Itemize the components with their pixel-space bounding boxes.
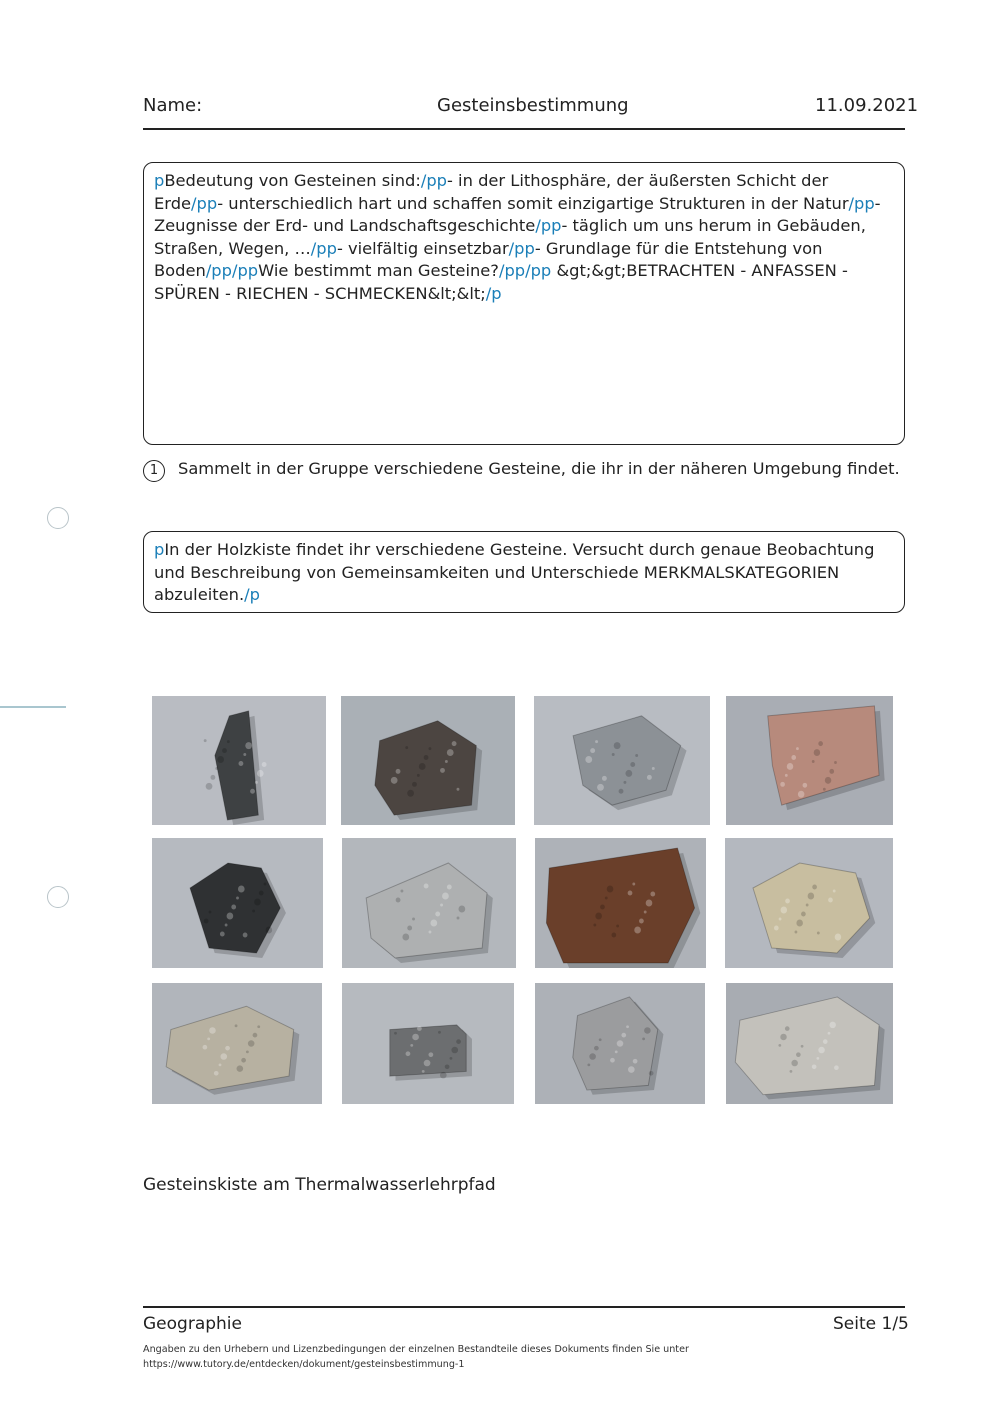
- tag-text: /pp: [420, 171, 447, 190]
- tag-text: /p: [485, 283, 502, 303]
- rock-photo-tuff: [152, 983, 322, 1104]
- footer-page-number: Seite 1/5: [833, 1314, 909, 1334]
- intro-text: &gt;&gt;BETRACHTEN - ANFASSEN - SPÜREN - RIECHEN - SCHMECKEN&lt;&lt;: [154, 261, 848, 303]
- image-caption: Gesteinskiste am Thermalwasserlehrpfad: [143, 1175, 496, 1195]
- rock-photo-porphyry: [341, 696, 515, 825]
- footer-subject: Geographie: [143, 1314, 242, 1334]
- tag-text: p: [154, 171, 165, 190]
- tag-text: /p: [244, 585, 260, 605]
- task-number-badge: 1: [143, 460, 165, 482]
- rock-photo-gneiss: [534, 696, 710, 825]
- rock-photo-basalt: [152, 838, 323, 968]
- rock-photo-red-sandstone: [726, 696, 893, 825]
- task-instruction: Sammelt in der Gruppe verschiedene Gesteine, die ihr in der näheren Umgebung findet.: [178, 459, 900, 478]
- tag-text: p: [154, 540, 165, 559]
- intro-text-box: [143, 162, 905, 445]
- intro-text: Wie bestimmt man Gesteine?: [258, 261, 499, 281]
- rock-photo-mica-schist: [535, 983, 705, 1104]
- tag-text: /pp: [508, 238, 535, 258]
- date: 11.09.2021: [815, 95, 919, 116]
- punch-hole-icon: [47, 507, 69, 529]
- tag-text: /pp: [310, 238, 337, 258]
- license-note: Angaben zu den Urhebern und Lizenzbedingungen der einzelnen Bestandteile dieses Dokuments finden Sie unter: [143, 1344, 689, 1355]
- task-box-text: In der Holzkiste findet ihr verschiedene Gesteine. Versucht durch genaue Beobachtung und Beschreibung von Gemeinsamkeiten und Unterschiede MERKMALSKATEGORIEN abzuleiten.: [154, 540, 875, 605]
- fold-mark: [0, 706, 66, 708]
- rock-photo-dark-slab: [152, 696, 326, 825]
- rock-photo-shell-limestone: [726, 983, 893, 1104]
- intro-text: - unterschiedlich hart und schaffen somit einzigartige Strukturen in der Natur: [217, 193, 849, 213]
- header-rule: [143, 128, 905, 130]
- intro-text: - in der Lithosphäre, der äußersten Schicht der Erde: [154, 171, 829, 213]
- intro-text: Bedeutung von Gesteinen sind:: [164, 171, 421, 190]
- footer-rule: [143, 1306, 905, 1308]
- intro-text: - vielfältig einsetzbar: [336, 238, 509, 258]
- intro-text: - Zeugnisse der Erd- und Landschaftsgeschichte: [154, 193, 881, 236]
- punch-hole-icon: [47, 886, 69, 908]
- name-label: Name:: [143, 95, 203, 116]
- intro-text: - täglich um uns herum in Gebäuden, Straßen, Wegen, …: [154, 216, 866, 258]
- rock-photo-granite: [342, 838, 516, 968]
- rock-photo-conglomerate: [725, 838, 893, 968]
- intro-text: - Grundlage für die Entstehung von Boden: [154, 238, 823, 281]
- page-title: Gesteinsbestimmung: [437, 95, 629, 116]
- tag-text: /pp: [535, 216, 562, 236]
- tag-text: /pp/pp: [205, 261, 259, 281]
- task-text-box: [143, 531, 905, 613]
- tag-text: /pp: [848, 193, 875, 213]
- rock-photo-iron-rock: [535, 838, 706, 968]
- license-url[interactable]: https://www.tutory.de/entdecken/dokument/gesteinsbestimmung-1: [143, 1359, 465, 1370]
- rock-photo-grey-block: [342, 983, 514, 1104]
- tag-text: /pp/pp: [498, 261, 552, 281]
- tag-text: /pp: [191, 193, 218, 213]
